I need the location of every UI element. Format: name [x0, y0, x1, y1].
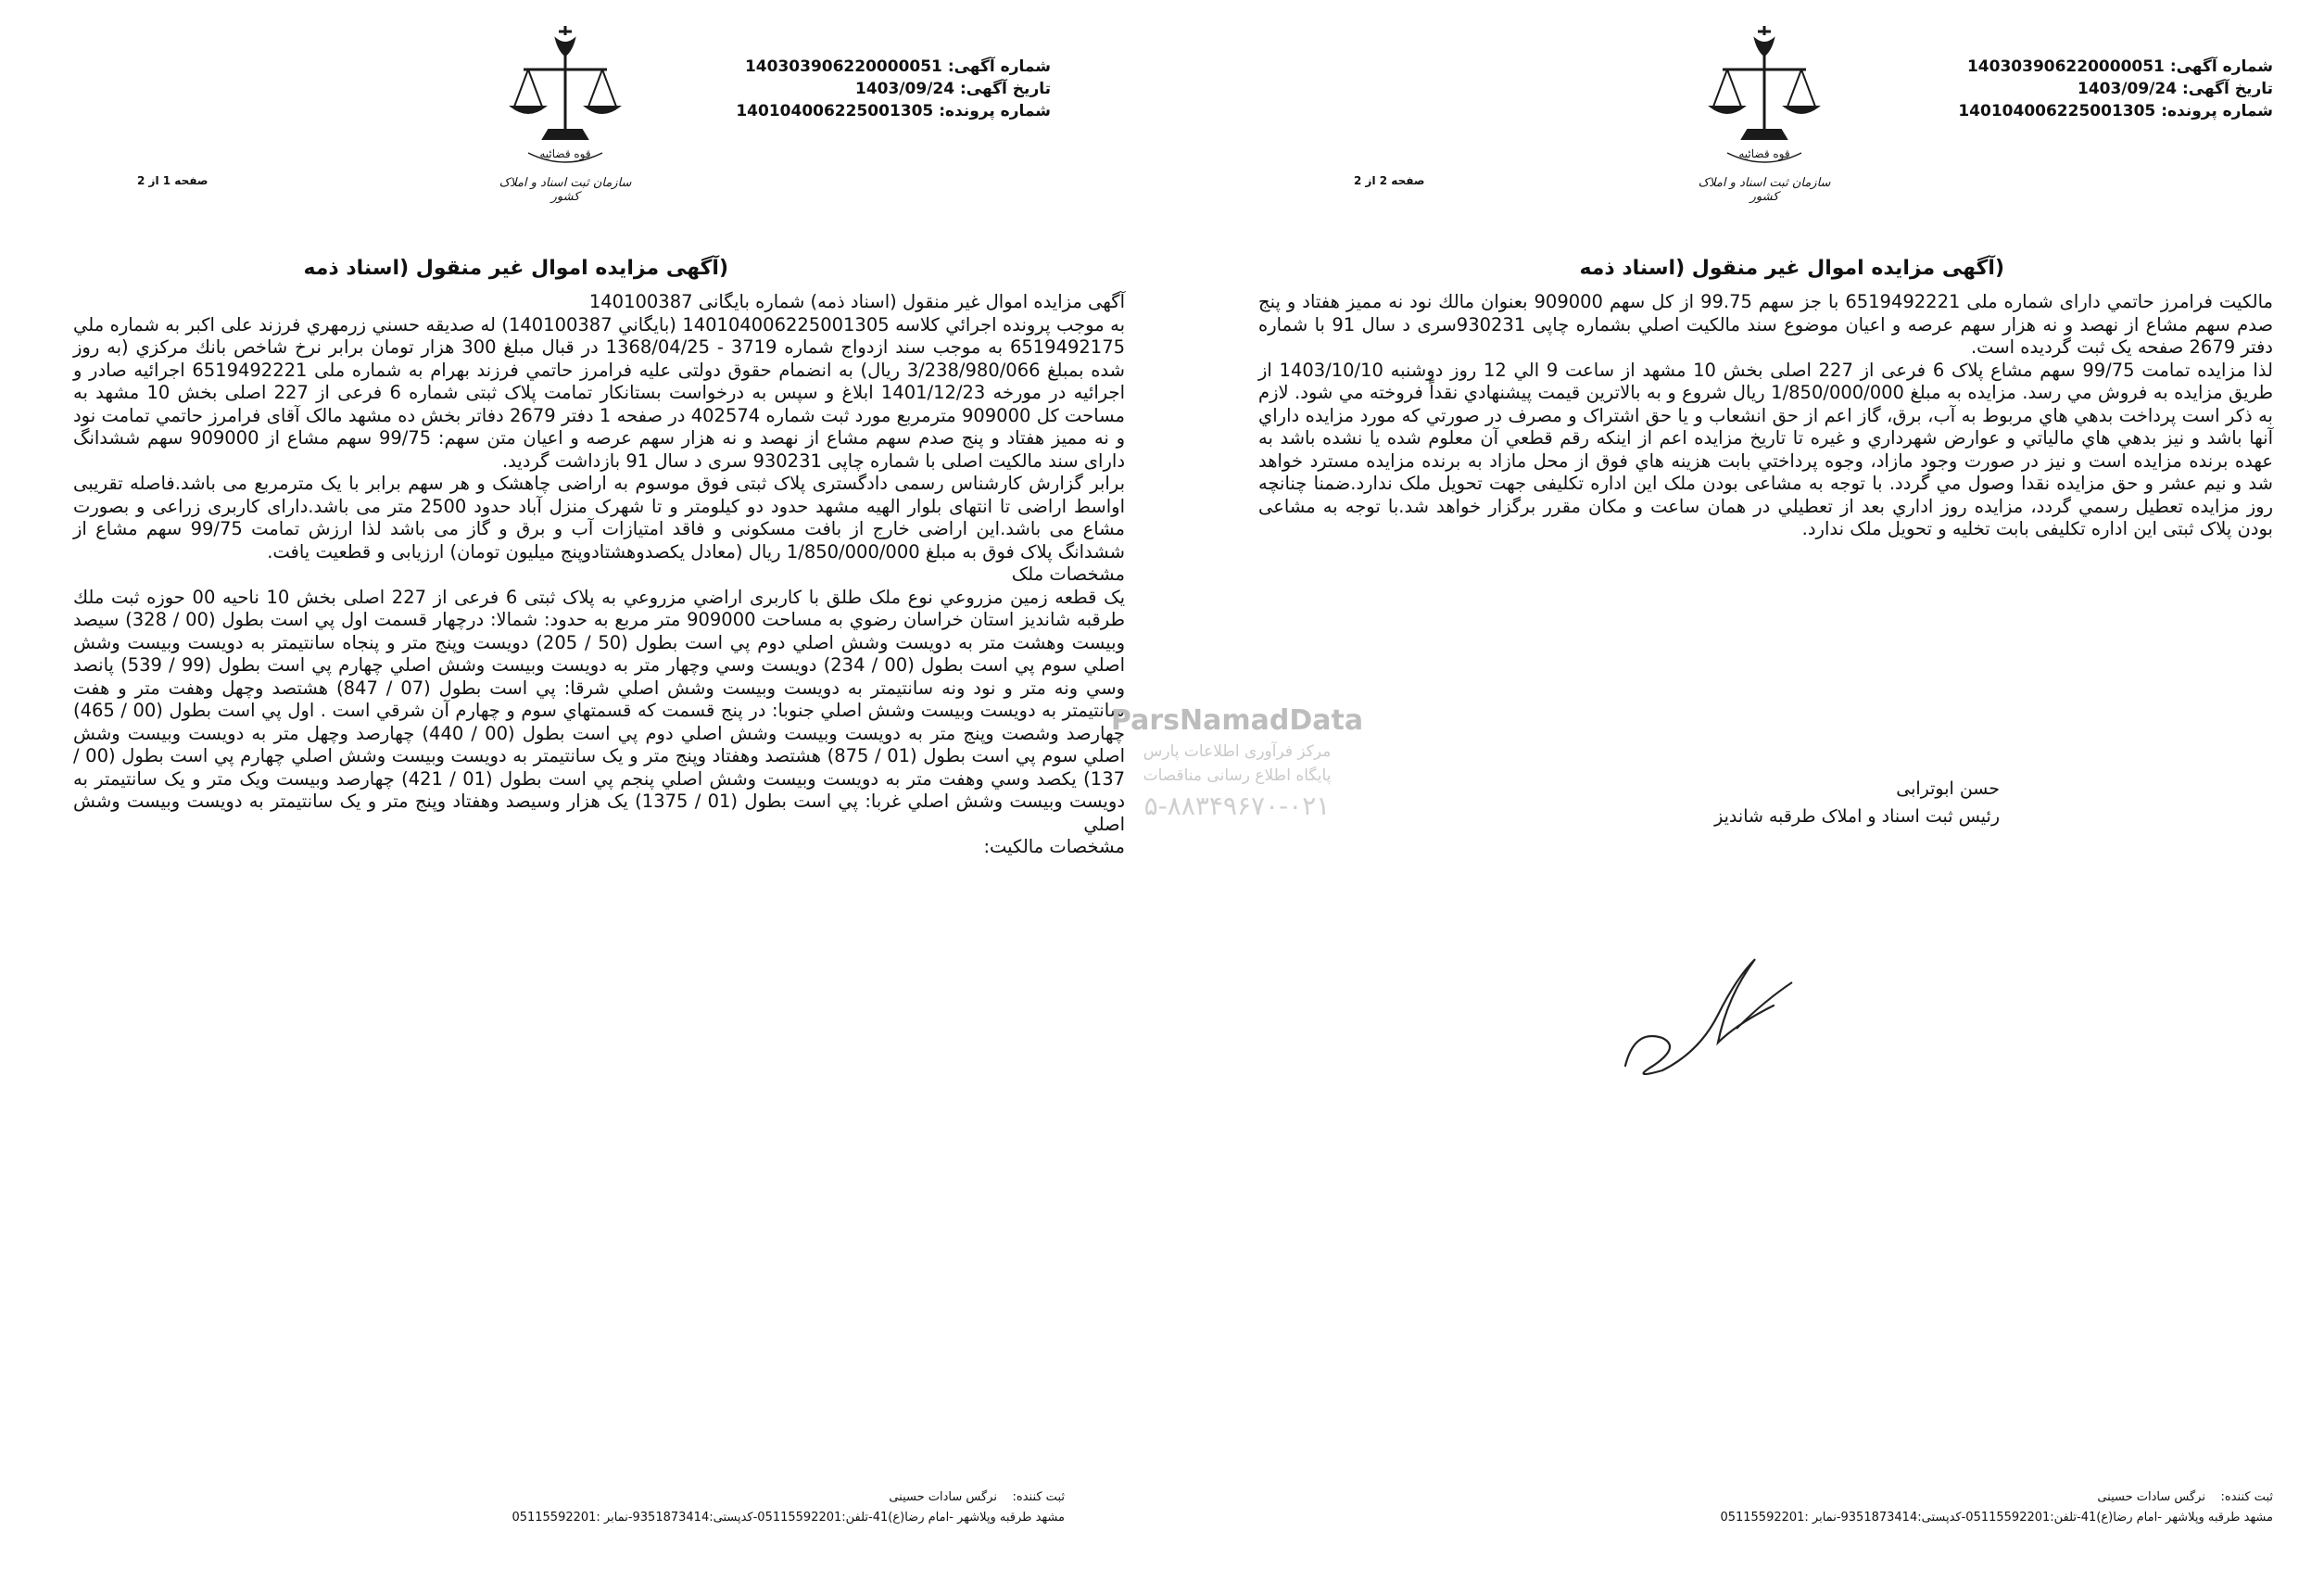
section-heading-ownership: مشخصات مالکیت: — [983, 836, 1125, 857]
footer — [512, 1487, 1065, 1528]
emblem-caption: سازمان ثبت اسناد و املاک کشور — [499, 176, 632, 204]
ad-number-label: شماره آگهی: — [947, 57, 1051, 76]
paragraph-archive: آگهی مزایده اموال غیر منقول (اسناد ذمه) شماره بایگانی 140100387 — [588, 291, 1125, 312]
paragraph-auction-terms: لذا مزایده تمامت 99/75 سهم مشاع پلاک 6 فرعی از 227 اصلی بخش 10 مشهد از ساعت 9 الي 12 روز دوشنبه 1403/10/10 از طریق مزایده به فروش مي رسد. مزایده به مبلغ 1/850/000/000 ریال شروع و به بالاترين قيمت پيشنهادي نقداً فروخته مي شود. لازم به ذکر است پرداخت بدهي هاي مربوط به آب، برق، گاز اعم از حق انشعاب و يا حق اشتراک و مصرف در صورتي که مورد مزايده داراي آنها باشد و نيز بدهي هاي مالياتي و عوارض شهرداري و غيره تا تاريخ مزايده اعم از اينکه رقم قطعي آن معلوم شده يا نشده باشد به عهده برنده مزايده است و نيز در صورت وجود مازاد، وجوه پرداختي بابت هزينه هاي فوق از محل مازاد به برنده مزايده مسترد خواهد شد و نيم عشر و حق مزايده نقدا وصول مي گردد. با توجه به مشاعی بودن ملک این اداره تکلیفی جهت تحویل ملک ندارد.ضمنا چنانچه روز مزايده تعطيل رسمي گردد، مزايده روز اداري بعد از تعطيلي در همان ساعت و مکان مقرر برگزار خواهد شد.با توجه به مشاعی بودن پلاک ثبتی این اداره تکلیفی بابت تخلیه و تحویل ملک ندارد. — [1258, 359, 2274, 539]
svg-text:قوه قضائیه: قوه قضائیه — [1738, 147, 1790, 160]
section-heading-property: مشخصات ملک — [1011, 563, 1125, 585]
footer — [1720, 1487, 2273, 1528]
ad-date-label: تاریخ آگهی: — [959, 80, 1051, 98]
paragraph-ownership: مالکیت فرامرز حاتمي دارای شماره ملی 6519492221 با جز سهم 99.75 از کل سهم 909000 بعنوان مالك نود نه مميز هفتاد و پنج صدم سهم مشاع از نهصد و نه هزار سهم عرصه و اعيان موضوع سند مالكيت اصلي بشماره چاپی 930231سری د سال 91 با شماره دفتر 2679 صفحه یک ثبت گردیده است. — [1258, 291, 2274, 358]
paragraph-case: به موجب پرونده اجرائي کلاسه 140104006225001305 (بايگاني 140100387) له صديقه حسني زرمهري فرزند علی اکبر به شماره ملي 6519492175 به موجب سند ازدواج شماره 3719 - 1368/04/25 در قبال مبلغ 300 هزار تومان برابر نرخ شاخص بانك مرکزي (به روز شده بمبلغ 3/238/980/066 ریال) به انضمام حقوق دولتی علیه فرامرز حاتمي فرزند بهرام به شماره ملی 6519492221 اجرائیه صادر و اجرائیه در مورخه 1401/12/23 ابلاغ و سپس به درخواست بستانکار تمامت پلاک ثبتی شماره 6 فرعی از 227 اصلی بخش 10 مشهد به مساحت کل 909000 مترمربع مورد ثبت شماره 402574 در صفحه 1 دفتر 2679 دفاتر بخش ده مشهد مالک آقای فرامرز حاتمي تمامت نود و نه مميز هفتاد و پنج صدم سهم مشاع از نهصد و نه هزار سهم عرصه و اعيان متن سهم: 99/75 سهم مشاع از 909000 سهم ششدانگ دارای سند مالکیت اصلی با شماره چاپی 930231 سری د سال 91 بازداشت گردید. — [73, 313, 1126, 472]
footer-address: مشهد طرقبه وپلاشهر -امام رضا(ع)41-تلفن:05115592201-کدپستی:9351873414-نمابر :05115592201 — [1720, 1511, 2273, 1525]
judiciary-emblem-icon — [491, 19, 639, 204]
judiciary-emblem-icon — [1690, 19, 1838, 204]
handwritten-signature — [1607, 927, 1811, 1094]
signer-title: رئیس ثبت اسناد و املاک طرقبه شاندیز — [1714, 806, 2000, 827]
ad-date: 1403/09/24 — [2077, 80, 2178, 98]
page-number: صفحه 1 از 2 — [137, 174, 208, 187]
ad-meta — [736, 56, 1051, 122]
notice-title: (آگهی مزایده اموال غیر منقول (اسناد ذمه — [1579, 257, 2004, 280]
watermark-line-1: مرکز فرآوری اطلاعات پارس — [1143, 742, 1332, 761]
notice-body — [73, 291, 1125, 859]
notice-body — [1258, 291, 2273, 541]
case-number: 140104006225001305 — [736, 102, 934, 120]
registrar-name: نرگس سادات حسینی — [889, 1490, 997, 1504]
ad-date: 1403/09/24 — [854, 80, 955, 98]
watermark-line-2: پایگاه اطلاع رسانی مناقصات — [1143, 766, 1332, 785]
ad-number-label: شماره آگهی: — [2169, 57, 2273, 76]
watermark-phone: ۵-۸۸۳۴۹۶۷۰-۰۲۱ — [1143, 791, 1331, 821]
ad-date-label: تاریخ آگهی: — [2181, 80, 2273, 98]
registrar-name: نرگس سادات حسینی — [2097, 1490, 2205, 1504]
case-number-label: شماره پرونده: — [2161, 102, 2273, 120]
watermark — [1089, 704, 1385, 973]
case-number: 140104006225001305 — [1958, 102, 2156, 120]
watermark-logo: ParsNamadData — [1110, 704, 1364, 737]
emblem-caption: سازمان ثبت اسناد و املاک کشور — [1698, 176, 1831, 204]
registrar-label: ثبت کننده: — [2220, 1490, 2273, 1504]
svg-text:قوه قضائیه: قوه قضائیه — [539, 147, 591, 160]
paragraph-appraisal: برابر گزارش کارشناس رسمی دادگستری پلاک ثبتی فوق موسوم به اراضی چاهشک و هر سهم برابر با یک مترمربع می باشد.فاصله تقریبی اواسط اراضی تا انتهای بلوار الهیه مشهد حدود دو کیلومتر و تا شهرک منزل آباد حدود 2500 متر می باشد.دارای کاربری زراعی و بصورت مشاع می باشد.این اراضی خارج از بافت مسکونی و فاقد امتیازات آب و برق و گاز می باشد لذا ارزش تمامت 99/75 سهم مشاع از ششدانگ پلاک فوق به مبلغ 1/850/000/000 ریال (معادل یکصدوهشتادوپنج میلیون تومان) ارزیابی و قطعیت یافت. — [73, 473, 1126, 563]
footer-address: مشهد طرقبه وپلاشهر -امام رضا(ع)41-تلفن:05115592201-کدپستی:9351873414-نمابر :05115592201 — [512, 1511, 1065, 1525]
page-number: صفحه 2 از 2 — [1354, 174, 1425, 187]
signatory-block — [1714, 775, 2000, 830]
registrar-label: ثبت کننده: — [1012, 1490, 1065, 1504]
ad-meta — [1958, 56, 2273, 122]
ad-number: 140303906220000051 — [1966, 57, 2165, 76]
paragraph-boundaries: یک قطعه زمين مزروعي نوع ملک طلق با کاربری اراضي مزروعي به پلاک ثبتی 6 فرعی از 227 اصلی بخش 10 ناحيه 00 حوزه ثبت ملك طرقبه شانديز استان خراسان رضوي به مساحت 909000 متر مربع به حدود: شمالا: درچهار قسمت اول پي است بطول (00 / 328) سيصد وبيست وهشت متر به دويست وشش اصلي دوم پي است بطول (50 / 205) دويست وپنج متر و پنجاه سانتيمتر به دويست وبيست وشش اصلي سوم پي است بطول (00 / 234) دويست وسي وچهار متر به دويست وبيست وشش اصلي چهارم پي است بطول (99 / 539) پانصد وسي ونه متر و نود ونه سانتيمتر به دويست وبيست وشش اصلي شرقا: پي است بطول (07 / 847) هشتصد وچهل وهفت متر و هفت سانتيمتر به دويست وبيست وشش اصلي جنوبا: در پنج قسمت كه قسمتهاي سوم و چهارم آن شرقي است . اول پي است بطول (00 / 465) چهارصد وشصت وپنج متر به دويست وبيست وشش اصلي دوم پي است بطول (00 / 440) چهارصد وچهل متر به دويست وبيست وشش اصلي سوم پي است بطول (01 / 875) هشتصد وهفتاد وپنج متر و يک سانتيمتر به دويست وبيست وشش اصلي چهارم پي است بطول (00 / 137) يکصد وسي وهفت متر به دويست وبيست وشش اصلي پنجم پي است بطول (01 / 421) چهارصد وبيست ويک متر و يک سانتيمتر به دويست وبيست وشش اصلي غربا: پي است بطول (01 / 1375) يک هزار وسيصد وهفتاد وپنج متر و يک سانتيمتر به دويست وبيست وشش اصلي — [73, 586, 1126, 835]
notice-title: (آگهی مزایده اموال غیر منقول (اسناد ذمه — [303, 257, 728, 280]
case-number-label: شماره پرونده: — [939, 102, 1051, 120]
ad-number: 140303906220000051 — [744, 57, 942, 76]
signer-name: حسن ابوترابی — [1896, 778, 2000, 799]
